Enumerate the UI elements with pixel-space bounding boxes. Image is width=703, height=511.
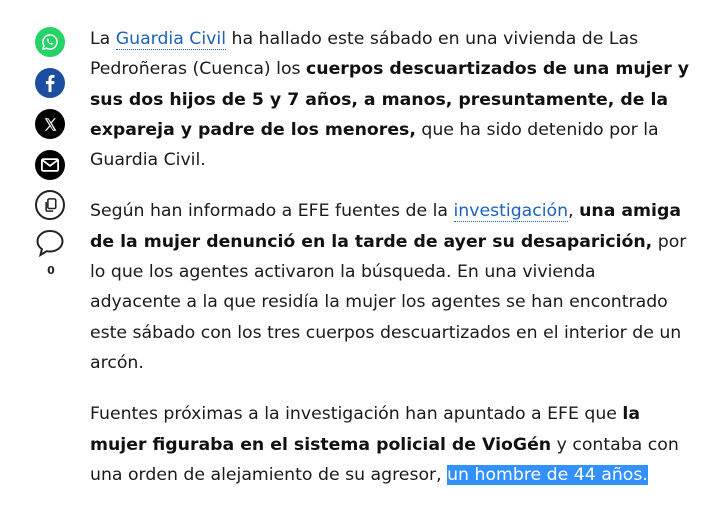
article-body — [90, 24, 690, 511]
copy-icon — [44, 198, 57, 212]
copy-link-button[interactable] — [35, 190, 65, 220]
share-whatsapp-button[interactable] — [35, 27, 65, 57]
text: por lo que los agentes activaron la búsqueda. En una vivienda adyacente a la que residía la mujer los agentes se han encontrado este sábado con los tres cuerpos descuartizados en el interior de un arcón. — [90, 231, 687, 373]
bold-text: una amiga de la mujer denunció en la tarde de ayer su desaparición, — [90, 201, 682, 252]
comments-button[interactable] — [35, 228, 65, 258]
selected-text[interactable]: un hombre de 44 años. — [447, 464, 648, 485]
comment-count: 0 — [47, 264, 55, 277]
mail-icon — [41, 158, 59, 172]
bold-text: cuerpos descuartizados de una mujer y sus dos hijos de 5 y 7 años, a manos, presuntamente, de la expareja y padre de los menores, — [90, 59, 690, 140]
text: que ha sido detenido por la Guardia Civil. — [90, 119, 659, 171]
share-email-button[interactable] — [35, 150, 65, 180]
x-icon — [43, 117, 58, 132]
whatsapp-icon — [41, 33, 59, 51]
paragraph-2 — [90, 196, 690, 378]
text: La — [90, 29, 116, 49]
text: Fuentes próximas a la investigación han apuntado a EFE que — [90, 404, 623, 425]
paragraph-3 — [90, 399, 690, 490]
paragraph-1 — [90, 24, 690, 175]
comment-icon — [35, 229, 65, 257]
text: , — [568, 201, 580, 222]
link-guardia-civil[interactable]: Guardia Civil — [115, 29, 227, 49]
text: Según han informado a EFE fuentes de la — [90, 201, 454, 222]
text: y contaba con una orden de alejamiento de su agresor, — [90, 434, 679, 485]
bold-text: la mujer figuraba en el sistema policial de VioGén — [90, 404, 641, 455]
link-investigacion[interactable]: investigación — [453, 201, 569, 222]
share-x-button[interactable] — [35, 109, 65, 139]
facebook-icon — [43, 74, 57, 92]
text: ha hallado este sábado en una vivienda de Las Pedroñeras (Cuenca) los — [90, 29, 639, 80]
share-facebook-button[interactable] — [35, 68, 65, 98]
